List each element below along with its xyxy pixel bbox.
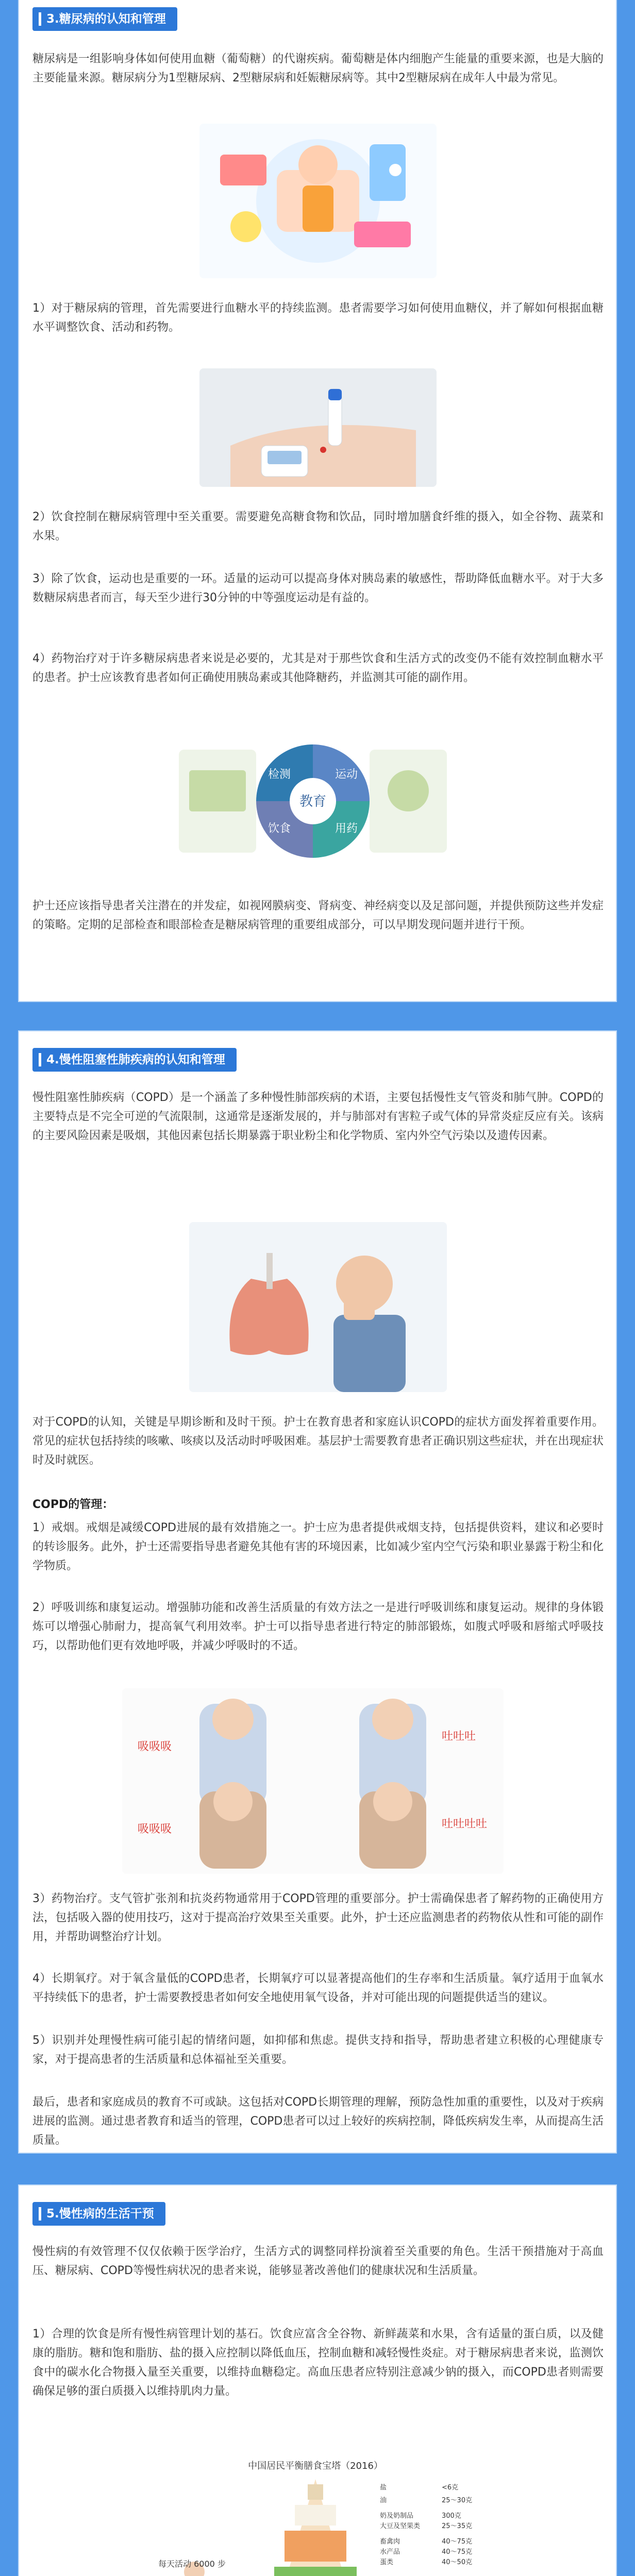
pyramid-row-label: 大豆及坚果类 <box>380 2522 421 2530</box>
pyramid-title: 中国居民平衡膳食宝塔（2016） <box>248 2461 383 2471</box>
copd-illustration <box>189 1222 447 1392</box>
pyramid-row-value: <6克 <box>442 2484 459 2492</box>
food-pyramid-image <box>138 2453 493 2576</box>
pyramid-row-label: 水产品 <box>380 2548 400 2556</box>
copd-intro: 慢性阻塞性肺疾病（COPD）是一个涵盖了多种慢性肺部疾病的术语，主要包括慢性支气管炎和肺气肿。COPD的主要特点是不完全可逆的气流限制，这通常是逐渐发展的，并与肺部对有害粒子或气体的异常炎症反应有关。该病的主要风险因素是吸烟，其他因素包括长期暴露于职业粉尘和化学物质、室内外空气污染以及遗传因素。 <box>32 1091 604 1142</box>
pyramid-row-value: 300克 <box>442 2512 461 2520</box>
diagram-seg-3: 用药 <box>335 822 358 835</box>
glucometer-photo <box>199 368 437 487</box>
pyramid-row-value: 25～30克 <box>442 2497 473 2504</box>
pyramid-side-note: 每天活动 6000 步 <box>158 2559 226 2569</box>
diabetes-cartoon-image <box>199 124 437 278</box>
copd-p5: 4）长期氧疗。对于氧含量低的COPD患者，长期氧疗可以显著提高他们的生存率和生活质量。氧疗适用于血氧水平持续低下的患者，护士需要教授患者如何安全地使用氧气设备，并对可能出现的问题提供适当的建议。 <box>32 1972 604 2004</box>
pyramid-row-label: 盐 <box>380 2484 387 2492</box>
pyramid-row-value: 40～75克 <box>442 2548 473 2556</box>
section-diabetes <box>18 0 617 1002</box>
copd-p7: 最后，患者和家庭成员的教育不可或缺。这包括对COPD长期管理的理解，预防急性加重的重要性，以及对于疾病进展的监测。通过患者教育和适当的管理，COPD患者可以过上较好的疾病控制，降低疾病发生率，从而提高生活质量。 <box>32 2096 604 2147</box>
lifestyle-p1: 1）合理的饮食是所有慢性病管理计划的基石。饮食应富含全谷物、新鲜蔬菜和水果，含有适量的蛋白质，以及健康的脂肪。糖和饱和脂肪、盐的摄入应控制以降低血压，控制血糖和减轻慢性炎症。对于糖尿病患者来说，监测饮食中的碳水化合物摄入量至关重要，以维持血糖稳定。高血压患者应特别注意减少钠的摄入，而COPD患者则需要确保足够的蛋白质摄入以维持肌肉力量。 <box>32 2328 604 2398</box>
exhale-label-top: 吐吐吐 <box>442 1730 476 1743</box>
exhale-label-bottom: 吐吐吐吐 <box>442 1818 488 1831</box>
pyramid-row-value: 40～75克 <box>442 2538 473 2546</box>
diagram-seg-4: 饮食 <box>268 822 291 835</box>
section-title-copd <box>32 1048 237 1072</box>
inhale-label-bottom: 吸吸吸 <box>138 1823 172 1836</box>
diabetes-p2: 2）饮食控制在糖尿病管理中至关重要。需要避免高糖食物和饮品，同时增加膳食纤维的摄入，如全谷物、蔬菜和水果。 <box>32 511 604 543</box>
section-title-lifestyle <box>32 2202 165 2226</box>
copd-management-heading: COPD的管理： <box>32 1498 114 1511</box>
pyramid-row-label: 油 <box>380 2497 387 2504</box>
inhale-label-top: 吸吸吸 <box>138 1740 172 1753</box>
section-lifestyle <box>18 2184 617 2576</box>
pyramid-row-value: 40～50克 <box>442 2558 473 2566</box>
copd-p2: 1）戒烟。戒烟是减缓COPD进展的最有效措施之一。护士应为患者提供戒烟支持，包括提供资料，建议和必要时的转诊服务。此外，护士还需要指导患者避免其他有害的环境因素，比如减少室内空气污染和职业暴露于粉尘和化学物质。 <box>32 1521 604 1572</box>
section-copd <box>18 1030 617 2154</box>
pyramid-row-value: 25～35克 <box>442 2522 473 2530</box>
diabetes-intro: 糖尿病是一组影响身体如何使用血糖（葡萄糖）的代谢疾病。葡萄糖是体内细胞产生能量的重要来源，也是大脑的主要能量来源。糖尿病分为1型糖尿病、2型糖尿病和妊娠糖尿病等。其中2型糖尿病在成年人中最为常见。 <box>32 53 604 84</box>
section-title-text: 4.慢性阻塞性肺疾病的认知和管理 <box>46 1053 225 1066</box>
diabetes-p1: 1）对于糖尿病的管理，首先需要进行血糖水平的持续监测。患者需要学习如何使用血糖仪，并了解如何根据血糖水平调整饮食、活动和药物。 <box>32 302 604 334</box>
breathing-exercise-image <box>122 1688 504 1874</box>
copd-p4: 3）药物治疗。支气管扩张剂和抗炎药物通常用于COPD管理的重要部分。护士需确保患者了解药物的正确使用方法，包括吸入器的使用技巧，这对于提高治疗效果至关重要。此外，护士还应监测患者的药物依从性和可能的副作用，并帮助调整治疗计划。 <box>32 1892 604 1943</box>
diagram-seg-2: 运动 <box>335 768 358 781</box>
diabetes-p3: 3）除了饮食，运动也是重要的一环。适量的运动可以提高身体对胰岛素的敏感性，帮助降低血糖水平。对于大多数糖尿病患者而言，每天至少进行30分钟的中等强度运动是有益的。 <box>32 572 604 604</box>
copd-p6: 5）识别并处理慢性病可能引起的情绪问题，如抑郁和焦虑。提供支持和指导，帮助患者建立积极的心理健康专家，对于提高患者的生活质量和总体福祉至关重要。 <box>32 2034 604 2066</box>
section-title-text: 3.糖尿病的认知和管理 <box>46 12 166 26</box>
pyramid-row-label: 畜禽肉 <box>380 2538 400 2546</box>
pyramid-row-label: 蛋类 <box>380 2558 394 2566</box>
diagram-seg-1: 检测 <box>268 768 291 781</box>
section-title-text: 5.慢性病的生活干预 <box>46 2207 154 2221</box>
section-title-diabetes <box>32 7 177 31</box>
diabetes-care-diagram <box>174 729 452 873</box>
diagram-center-label: 教育 <box>299 794 327 809</box>
diabetes-p5: 护士还应该指导患者关注潜在的并发症，如视网膜病变、肾病变、神经病变以及足部问题，并提供预防这些并发症的策略。定期的足部检查和眼部检查是糖尿病管理的重要组成部分，可以早期发现问题并进行干预。 <box>32 900 604 931</box>
pyramid-rows <box>380 2483 481 2576</box>
diabetes-p4: 4）药物治疗对于许多糖尿病患者来说是必要的，尤其是对于那些饮食和生活方式的改变仍不能有效控制血糖水平的患者。护士应该教育患者如何正确使用胰岛素或其他降糖药，并监测其可能的副作用。 <box>32 652 604 684</box>
copd-p1: 对于COPD的认知，关键是早期诊断和及时干预。护士在教育患者和家庭认识COPD的症状方面发挥着重要作用。常见的症状包括持续的咳嗽、咳痰以及活动时呼吸困难。基层护士需要教育患者正确识别这些症状，并在出现症状时及时就医。 <box>32 1416 604 1467</box>
copd-p3: 2）呼吸训练和康复运动。增强肺功能和改善生活质量的有效方法之一是进行呼吸训练和康复运动。规律的身体锻炼可以增强心肺耐力，提高氧气利用效率。护士可以指导患者进行特定的肺部锻炼，如腹式呼吸和唇缩式呼吸技巧，以帮助他们更有效地呼吸，并减少呼吸时的不适。 <box>32 1601 604 1652</box>
pyramid-row-label: 奶及奶制品 <box>380 2512 414 2520</box>
lifestyle-intro: 慢性病的有效管理不仅仅依赖于医学治疗，生活方式的调整同样扮演着至关重要的角色。生活干预措施对于高血压、糖尿病、COPD等慢性病状况的患者来说，能够显著改善他们的健康状况和生活质量。 <box>32 2245 604 2277</box>
